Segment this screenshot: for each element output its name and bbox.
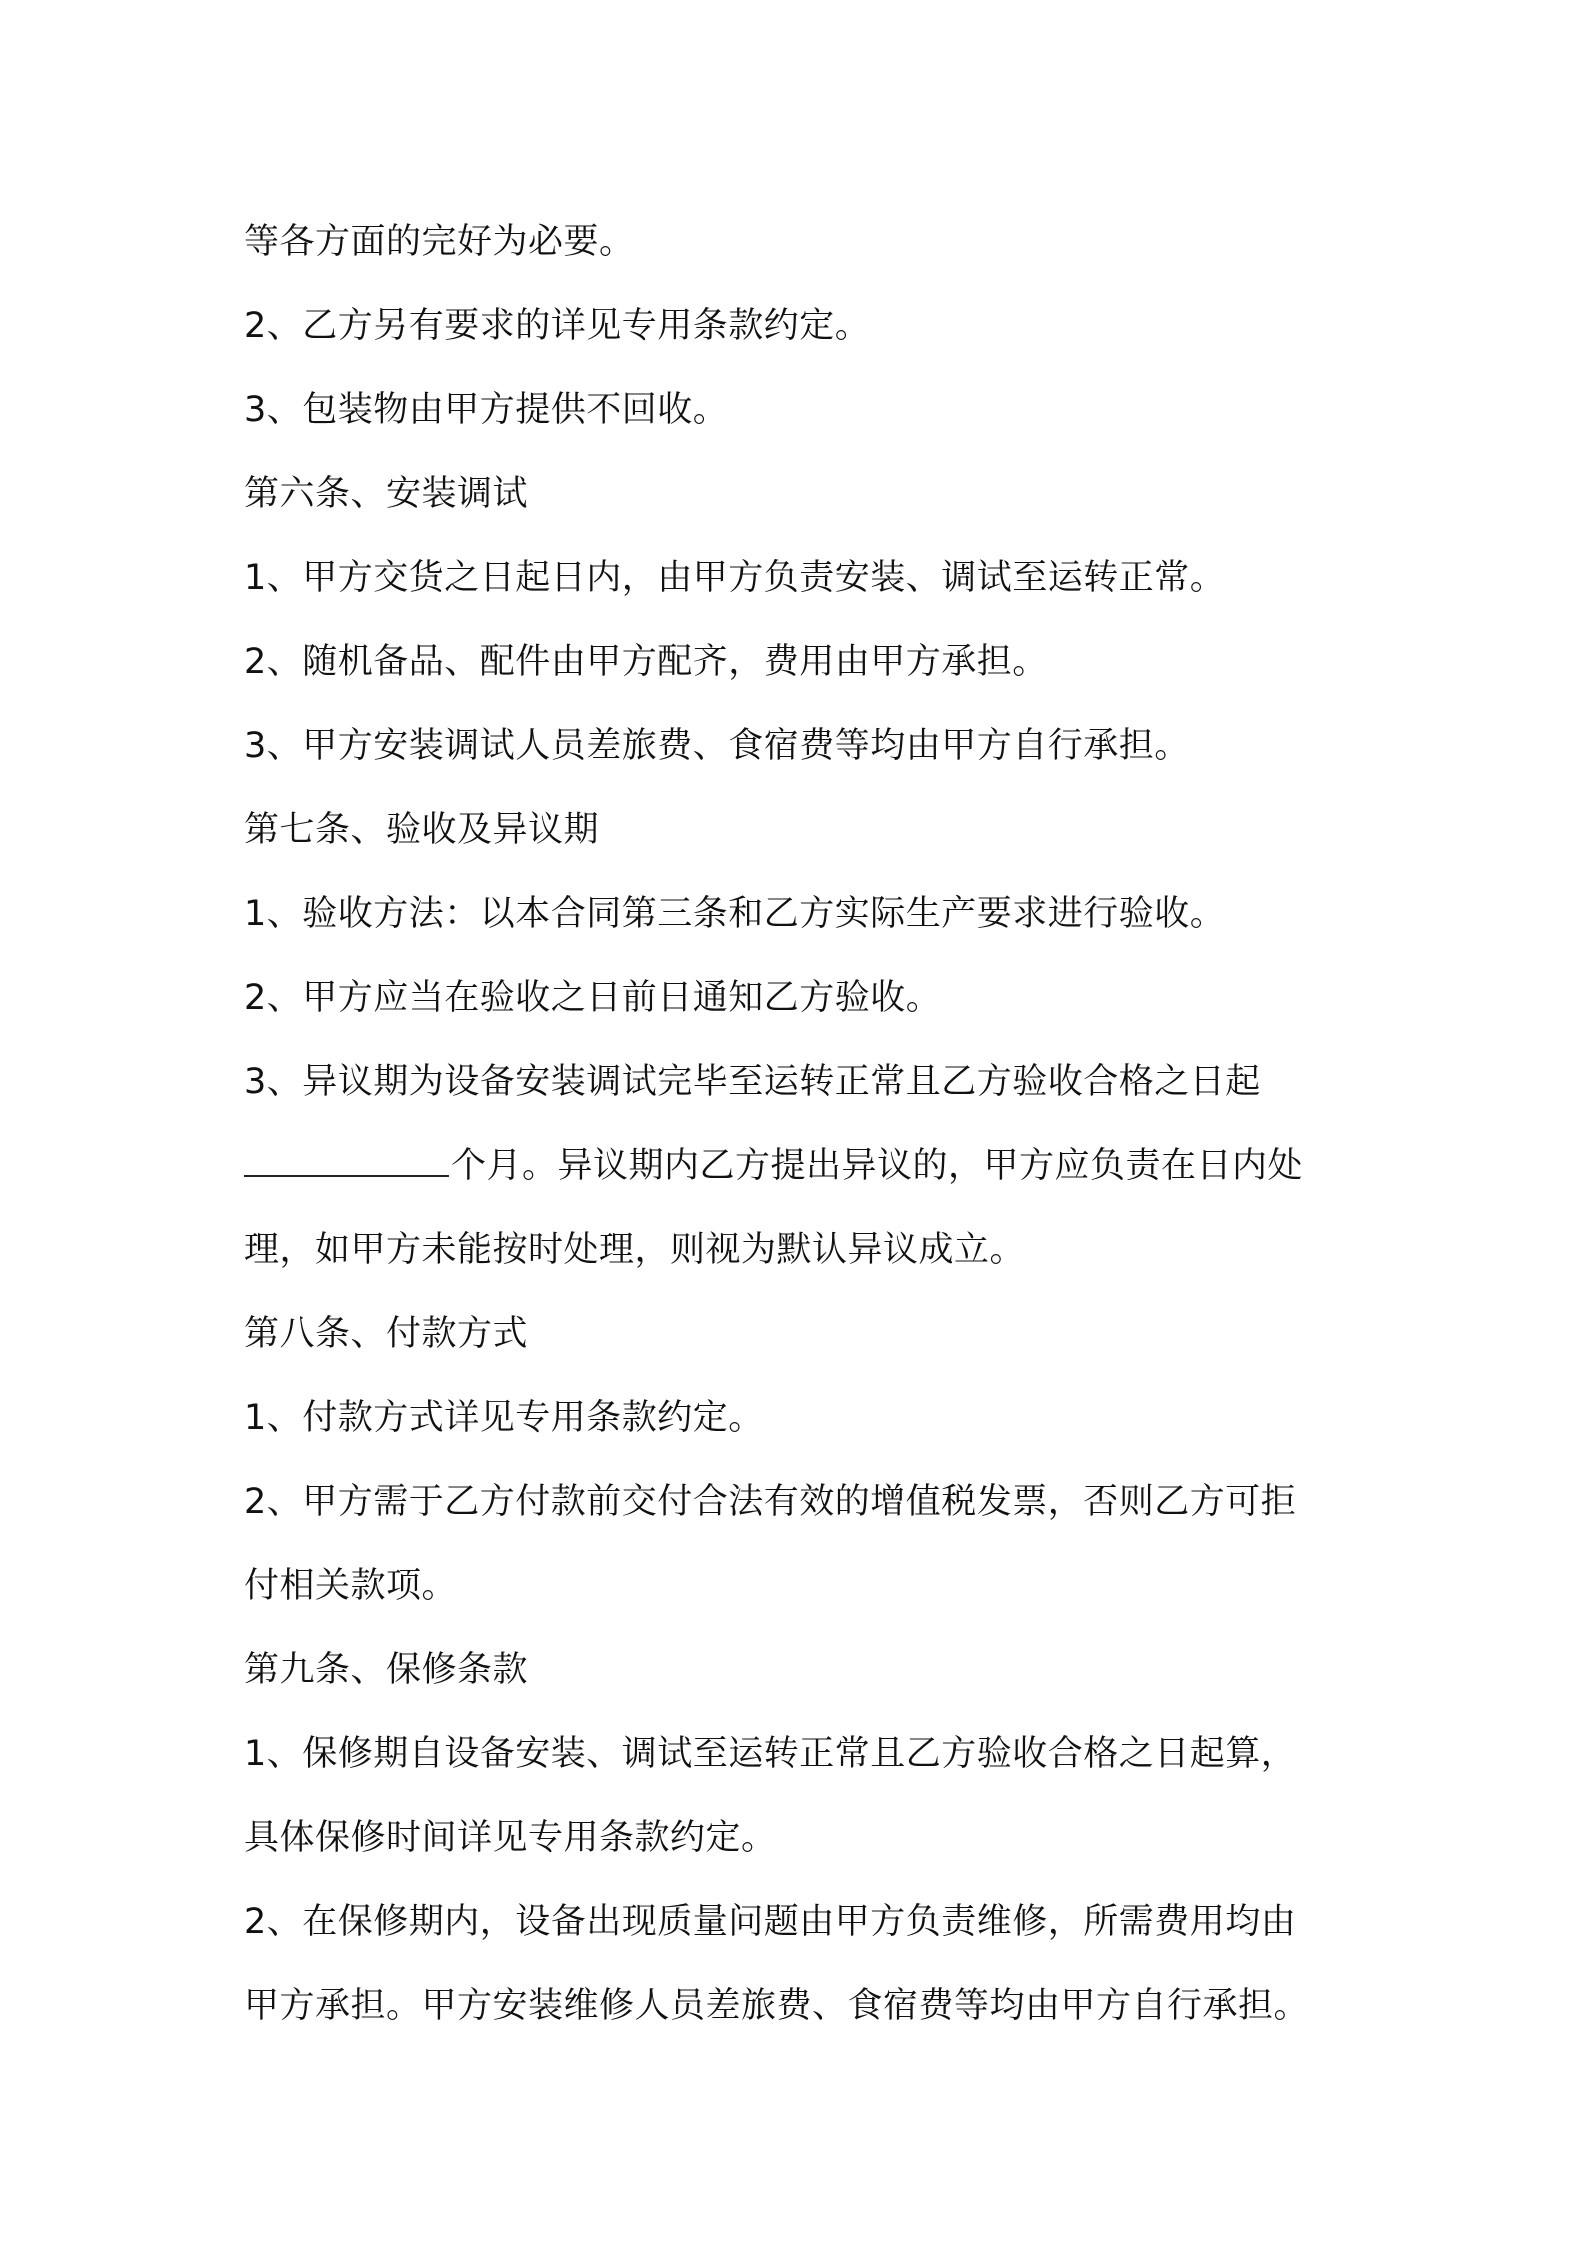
- clause-item: 2、在保修期内，设备出现质量问题由甲方负责维修，所需费用均由: [244, 1902, 1297, 1942]
- clause-item: 2、随机备品、配件由甲方配齐，费用由甲方承担。: [244, 642, 1048, 682]
- section-heading: 第七条、验收及异议期: [244, 810, 600, 850]
- clause-item: 1、付款方式详见专用条款约定。: [244, 1398, 764, 1438]
- clause-item: 1、保修期自设备安装、调试至运转正常且乙方验收合格之日起算，: [244, 1734, 1297, 1774]
- paragraph-line: 等各方面的完好为必要。: [244, 222, 635, 262]
- clause-item: 1、甲方交货之日起日内，由甲方负责安装、调试至运转正常。: [244, 558, 1226, 598]
- clause-item: 2、甲方应当在验收之日前日通知乙方验收。: [244, 978, 942, 1018]
- section-heading: 第六条、安装调试: [244, 474, 529, 514]
- clause-item: 3、异议期为设备安装调试完毕至运转正常且乙方验收合格之日起: [244, 1062, 1261, 1102]
- paragraph-line: 具体保修时间详见专用条款约定。: [244, 1818, 777, 1858]
- paragraph-line: 理，如甲方未能按时处理，则视为默认异议成立。: [244, 1230, 1026, 1270]
- clause-item: 3、甲方安装调试人员差旅费、食宿费等均由甲方自行承担。: [244, 726, 1190, 766]
- clause-item: 1、验收方法：以本合同第三条和乙方实际生产要求进行验收。: [244, 894, 1226, 934]
- paragraph-line: 甲方承担。甲方安装维修人员差旅费、食宿费等均由甲方自行承担。: [244, 1986, 1310, 2026]
- clause-item: 2、甲方需于乙方付款前交付合法有效的增值税发票，否则乙方可拒: [244, 1482, 1297, 1522]
- clause-item: 2、乙方另有要求的详见专用条款约定。: [244, 306, 871, 346]
- clause-item: 3、包装物由甲方提供不回收。: [244, 390, 729, 430]
- paragraph-text: 个月。异议期内乙方提出异议的，甲方应负责在日内处: [451, 1146, 1304, 1186]
- section-heading: 第八条、付款方式: [244, 1314, 529, 1354]
- fill-in-blank: [244, 1145, 449, 1177]
- section-heading: 第九条、保修条款: [244, 1650, 529, 1690]
- paragraph-line: [244, 1124, 1356, 1208]
- paragraph-line: 付相关款项。: [244, 1566, 458, 1606]
